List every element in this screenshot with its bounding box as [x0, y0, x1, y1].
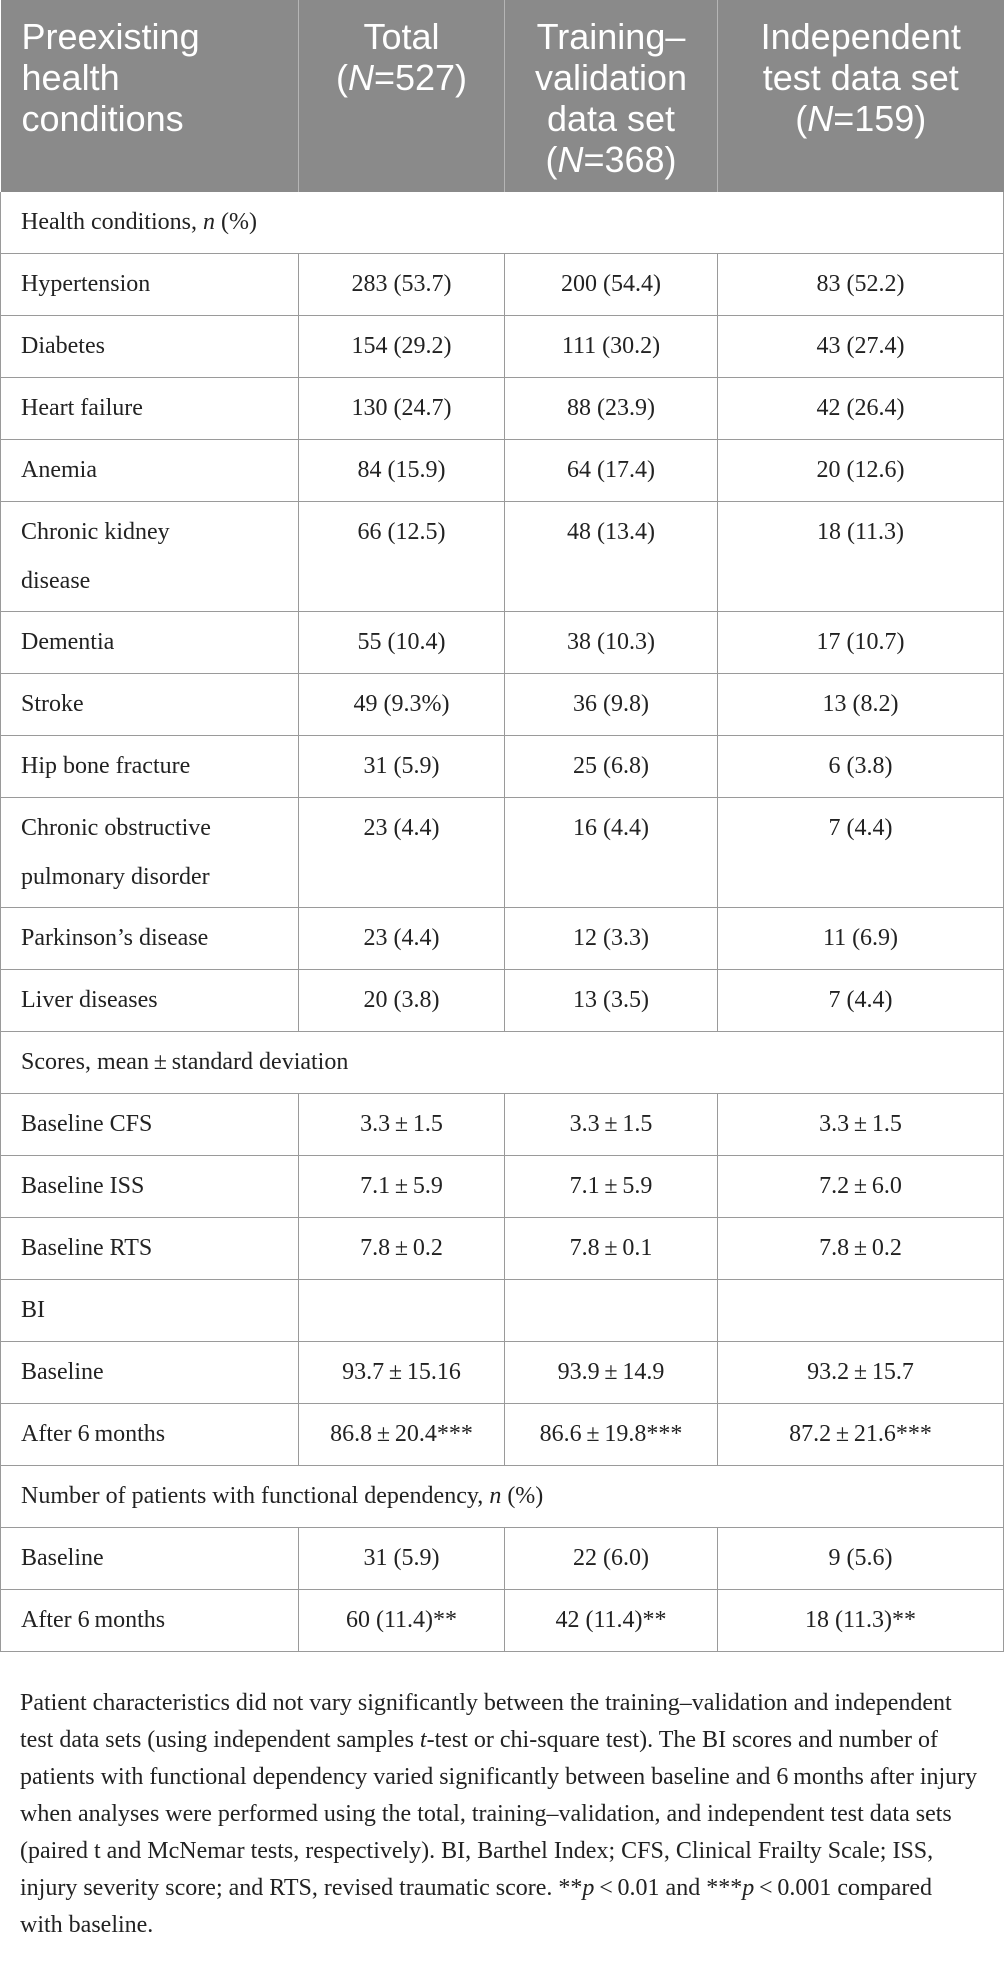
- total-cell: 86.8 ± 20.4***: [299, 1404, 505, 1466]
- table-row: [1, 1280, 1004, 1342]
- table-row: [1, 908, 1004, 970]
- row-label-line: pulmonary disorder: [21, 864, 210, 890]
- section-label: Number of patients with functional dependency, n (%): [1, 1466, 1004, 1528]
- independent-test-cell: 42 (26.4): [718, 378, 1004, 440]
- section-row: [1, 1032, 1004, 1094]
- training-validation-cell: 22 (6.0): [505, 1528, 718, 1590]
- table-row: [1, 1156, 1004, 1218]
- row-label: Dementia: [1, 612, 299, 674]
- section-label: Scores, mean ± standard deviation: [1, 1032, 1004, 1094]
- table-row: [1, 502, 1004, 612]
- training-validation-cell: 42 (11.4)**: [505, 1590, 718, 1652]
- independent-test-cell: 43 (27.4): [718, 316, 1004, 378]
- total-cell: 7.1 ± 5.9: [299, 1156, 505, 1218]
- section-row: [1, 1466, 1004, 1528]
- total-cell: 3.3 ± 1.5: [299, 1094, 505, 1156]
- header-line: Training–: [536, 16, 686, 57]
- table-row: [1, 970, 1004, 1032]
- independent-test-cell: 17 (10.7): [718, 612, 1004, 674]
- row-label: [1, 502, 299, 612]
- header-line: data set: [546, 98, 676, 139]
- table-footnote: Patient characteristics did not vary significantly between the training–validation and independent test data sets (using independent samples t-test or chi-square test). The BI scores and number of patients with functional dependency varied significantly between baseline and 6 months after injury when analyses were performed using the total, training–validation, and independent test data sets (paired t and McNemar tests, respectively). BI, Barthel Index; CFS, Clinical Frailty Scale; ISS, injury severity score; and RTS, revised traumatic score. **p < 0.01 and ***p < 0.001 compared with baseline.: [20, 1690, 978, 1938]
- training-validation-cell: 38 (10.3): [505, 612, 718, 674]
- table-header: [1, 0, 1004, 192]
- total-cell: 7.8 ± 0.2: [299, 1218, 505, 1280]
- independent-test-cell: 11 (6.9): [718, 908, 1004, 970]
- header-line: (N=527): [335, 57, 468, 98]
- table-row: [1, 1404, 1004, 1466]
- row-label: Hypertension: [1, 254, 299, 316]
- table-row: [1, 378, 1004, 440]
- header-line: conditions: [21, 98, 184, 139]
- table-row: [1, 440, 1004, 502]
- row-label: [1, 798, 299, 908]
- training-validation-cell: 86.6 ± 19.8***: [505, 1404, 718, 1466]
- independent-test-cell: 18 (11.3): [718, 502, 1004, 612]
- training-validation-cell: 3.3 ± 1.5: [505, 1094, 718, 1156]
- row-label: Heart failure: [1, 378, 299, 440]
- independent-test-cell: 7.2 ± 6.0: [718, 1156, 1004, 1218]
- training-validation-cell: 16 (4.4): [505, 798, 718, 908]
- total-cell: 130 (24.7): [299, 378, 505, 440]
- header-line: Preexisting: [21, 16, 200, 57]
- total-cell: 31 (5.9): [299, 736, 505, 798]
- training-validation-cell: 13 (3.5): [505, 970, 718, 1032]
- row-label: Anemia: [1, 440, 299, 502]
- total-cell: 60 (11.4)**: [299, 1590, 505, 1652]
- header-line: test data set: [762, 57, 959, 98]
- row-label: After 6 months: [1, 1404, 299, 1466]
- header-line: health: [21, 57, 120, 98]
- header-line: (N=368): [545, 139, 677, 180]
- independent-test-cell: 9 (5.6): [718, 1528, 1004, 1590]
- training-validation-cell: 64 (17.4): [505, 440, 718, 502]
- header-preexisting-conditions: [1, 0, 299, 192]
- total-cell: 84 (15.9): [299, 440, 505, 502]
- row-label: Baseline: [1, 1342, 299, 1404]
- independent-test-cell: [718, 1280, 1004, 1342]
- table-row: [1, 798, 1004, 908]
- row-label: BI: [1, 1280, 299, 1342]
- total-cell: 283 (53.7): [299, 254, 505, 316]
- total-cell: 55 (10.4): [299, 612, 505, 674]
- training-validation-cell: [505, 1280, 718, 1342]
- table-row: [1, 1528, 1004, 1590]
- table-row: [1, 1342, 1004, 1404]
- independent-test-cell: 87.2 ± 21.6***: [718, 1404, 1004, 1466]
- header-line: Total: [363, 16, 440, 57]
- row-label: Baseline: [1, 1528, 299, 1590]
- table-row: [1, 316, 1004, 378]
- independent-test-cell: 6 (3.8): [718, 736, 1004, 798]
- row-label: After 6 months: [1, 1590, 299, 1652]
- training-validation-cell: 88 (23.9): [505, 378, 718, 440]
- table-row: [1, 736, 1004, 798]
- training-validation-cell: 48 (13.4): [505, 502, 718, 612]
- total-cell: 31 (5.9): [299, 1528, 505, 1590]
- row-label-line: Chronic obstructive: [21, 815, 211, 841]
- table-row: [1, 1590, 1004, 1652]
- independent-test-cell: 7 (4.4): [718, 970, 1004, 1032]
- total-cell: 154 (29.2): [299, 316, 505, 378]
- table-row: [1, 612, 1004, 674]
- training-validation-cell: 36 (9.8): [505, 674, 718, 736]
- independent-test-cell: 93.2 ± 15.7: [718, 1342, 1004, 1404]
- total-cell: 23 (4.4): [299, 798, 505, 908]
- header-line: (N=159): [795, 98, 927, 139]
- section-row: [1, 192, 1004, 254]
- training-validation-cell: 7.8 ± 0.1: [505, 1218, 718, 1280]
- row-label: Stroke: [1, 674, 299, 736]
- total-cell: 20 (3.8): [299, 970, 505, 1032]
- total-cell: [299, 1280, 505, 1342]
- row-label: Baseline RTS: [1, 1218, 299, 1280]
- independent-test-cell: 20 (12.6): [718, 440, 1004, 502]
- training-validation-cell: 12 (3.3): [505, 908, 718, 970]
- table-row: [1, 1218, 1004, 1280]
- header-training-validation: [505, 0, 718, 192]
- row-label: Parkinson’s disease: [1, 908, 299, 970]
- header-total: [299, 0, 505, 192]
- training-validation-cell: 25 (6.8): [505, 736, 718, 798]
- total-cell: 66 (12.5): [299, 502, 505, 612]
- table-body: [1, 192, 1004, 1652]
- training-validation-cell: 111 (30.2): [505, 316, 718, 378]
- table-row: [1, 1094, 1004, 1156]
- independent-test-cell: 13 (8.2): [718, 674, 1004, 736]
- table-row: [1, 674, 1004, 736]
- independent-test-cell: 7 (4.4): [718, 798, 1004, 908]
- row-label-line: Chronic kidney: [21, 519, 170, 545]
- row-label: Baseline ISS: [1, 1156, 299, 1218]
- header-line: validation: [534, 57, 688, 98]
- header-line: Independent: [760, 16, 961, 57]
- row-label: Diabetes: [1, 316, 299, 378]
- row-label: Hip bone fracture: [1, 736, 299, 798]
- independent-test-cell: 83 (52.2): [718, 254, 1004, 316]
- independent-test-cell: 7.8 ± 0.2: [718, 1218, 1004, 1280]
- total-cell: 49 (9.3%): [299, 674, 505, 736]
- independent-test-cell: 3.3 ± 1.5: [718, 1094, 1004, 1156]
- row-label: Liver diseases: [1, 970, 299, 1032]
- training-validation-cell: 200 (54.4): [505, 254, 718, 316]
- total-cell: 93.7 ± 15.16: [299, 1342, 505, 1404]
- total-cell: 23 (4.4): [299, 908, 505, 970]
- training-validation-cell: 7.1 ± 5.9: [505, 1156, 718, 1218]
- section-label: Health conditions, n (%): [1, 192, 1004, 254]
- training-validation-cell: 93.9 ± 14.9: [505, 1342, 718, 1404]
- independent-test-cell: 18 (11.3)**: [718, 1590, 1004, 1652]
- header-independent-test: [718, 0, 1004, 192]
- row-label: Baseline CFS: [1, 1094, 299, 1156]
- table-row: [1, 254, 1004, 316]
- row-label-line: disease: [21, 568, 91, 594]
